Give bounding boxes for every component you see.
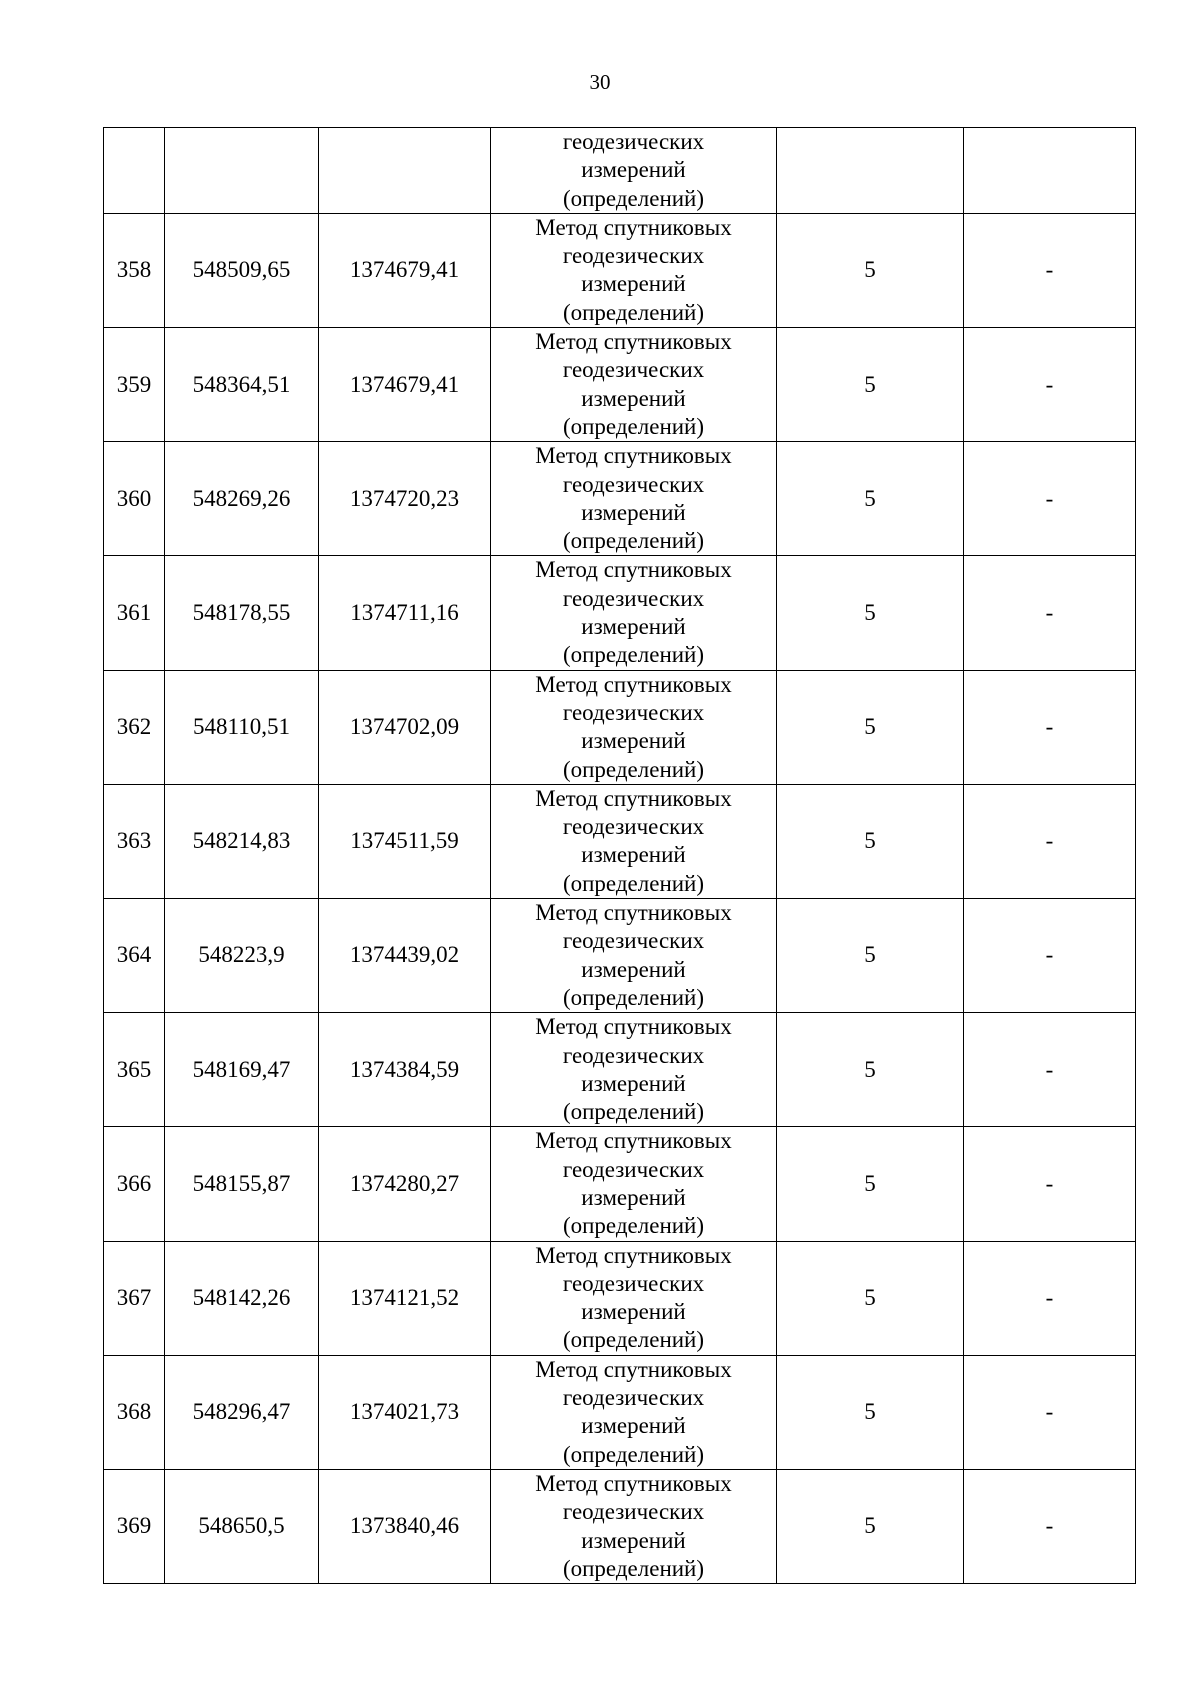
- method-line: (определений): [562, 299, 705, 325]
- method-line: (определений): [562, 756, 705, 782]
- cell-x: [165, 128, 319, 214]
- cell-x: 548169,47: [165, 1013, 319, 1127]
- method-line: геодезических: [562, 1499, 705, 1525]
- method-line: (определений): [562, 642, 705, 668]
- method-line: (определений): [562, 870, 705, 896]
- cell-x: 548509,65: [165, 213, 319, 327]
- table-row: [104, 556, 1136, 670]
- cell-extra: -: [964, 556, 1136, 670]
- cell-extra: -: [964, 1355, 1136, 1469]
- cell-y: 1374280,27: [319, 1127, 491, 1241]
- method-line: Метод спутниковых: [535, 1014, 732, 1040]
- method-line: (определений): [562, 1213, 705, 1239]
- cell-y: 1374679,41: [319, 213, 491, 327]
- method-line: измерений: [581, 956, 686, 982]
- cell-method: [491, 899, 777, 1013]
- cell-y: 1373840,46: [319, 1469, 491, 1583]
- method-line: Метод спутниковых: [535, 1128, 732, 1154]
- method-line: геодезических: [562, 357, 705, 383]
- cell-accuracy: 5: [777, 1355, 964, 1469]
- method-line: Метод спутниковых: [535, 1242, 732, 1268]
- cell-accuracy: 5: [777, 213, 964, 327]
- method-line: измерений: [581, 1527, 686, 1553]
- cell-num: 365: [104, 1013, 165, 1127]
- cell-extra: -: [964, 213, 1136, 327]
- cell-num: 366: [104, 1127, 165, 1241]
- cell-y: 1374711,16: [319, 556, 491, 670]
- cell-accuracy: 5: [777, 442, 964, 556]
- cell-method: [491, 784, 777, 898]
- method-line: (определений): [562, 528, 705, 554]
- method-line: Метод спутниковых: [535, 671, 732, 697]
- cell-accuracy: 5: [777, 670, 964, 784]
- method-line: Метод спутниковых: [535, 1356, 732, 1382]
- cell-num: 358: [104, 213, 165, 327]
- method-line: геодезических: [562, 928, 705, 954]
- cell-accuracy: 5: [777, 1241, 964, 1355]
- cell-x: 548364,51: [165, 328, 319, 442]
- method-line: Метод спутниковых: [535, 329, 732, 355]
- cell-extra: -: [964, 442, 1136, 556]
- method-line: измерений: [581, 1184, 686, 1210]
- table-body: [104, 128, 1136, 1584]
- cell-y: 1374384,59: [319, 1013, 491, 1127]
- method-line: (определений): [562, 984, 705, 1010]
- method-line: (определений): [562, 413, 705, 439]
- cell-accuracy: 5: [777, 899, 964, 1013]
- method-line: (определений): [562, 1099, 705, 1125]
- method-line: измерений: [581, 271, 686, 297]
- method-line: измерений: [581, 842, 686, 868]
- cell-num: 367: [104, 1241, 165, 1355]
- cell-accuracy: 5: [777, 1127, 964, 1241]
- cell-y: 1374121,52: [319, 1241, 491, 1355]
- cell-method: [491, 1469, 777, 1583]
- cell-extra: -: [964, 1127, 1136, 1241]
- cell-y: [319, 128, 491, 214]
- method-line: Метод спутниковых: [535, 443, 732, 469]
- coordinates-table: [103, 127, 1136, 1584]
- method-line: геодезических: [562, 699, 705, 725]
- method-line: геодезических: [562, 243, 705, 269]
- method-line: Метод спутниковых: [535, 900, 732, 926]
- table-row: [104, 1469, 1136, 1583]
- table-row: [104, 899, 1136, 1013]
- method-line: Метод спутниковых: [535, 785, 732, 811]
- table-row-continuation: [104, 128, 1136, 214]
- method-line: геодезических: [562, 814, 705, 840]
- cell-y: 1374679,41: [319, 328, 491, 442]
- method-line: (определений): [562, 1327, 705, 1353]
- cell-num: [104, 128, 165, 214]
- cell-extra: -: [964, 899, 1136, 1013]
- cell-x: 548214,83: [165, 784, 319, 898]
- method-line: измерений: [581, 1070, 686, 1096]
- method-line: геодезических: [562, 1042, 705, 1068]
- cell-method: [491, 213, 777, 327]
- cell-y: 1374439,02: [319, 899, 491, 1013]
- cell-accuracy: [777, 128, 964, 214]
- table-row: [104, 328, 1136, 442]
- method-line: Метод спутниковых: [535, 557, 732, 583]
- cell-x: 548269,26: [165, 442, 319, 556]
- cell-method: [491, 1241, 777, 1355]
- cell-accuracy: 5: [777, 328, 964, 442]
- method-line: Метод спутниковых: [535, 1470, 732, 1496]
- table-row: [104, 1127, 1136, 1241]
- method-line: измерений: [581, 728, 686, 754]
- cell-method: [491, 442, 777, 556]
- method-line: Метод спутниковых: [535, 214, 732, 240]
- cell-extra: -: [964, 1469, 1136, 1583]
- table-row: [104, 670, 1136, 784]
- method-line: геодезических: [562, 1156, 705, 1182]
- cell-method: [491, 670, 777, 784]
- cell-num: 368: [104, 1355, 165, 1469]
- cell-y: 1374511,59: [319, 784, 491, 898]
- cell-extra: -: [964, 670, 1136, 784]
- method-line: (определений): [562, 185, 705, 211]
- cell-num: 359: [104, 328, 165, 442]
- cell-method: [491, 328, 777, 442]
- cell-accuracy: 5: [777, 784, 964, 898]
- table-row: [104, 784, 1136, 898]
- cell-method: [491, 128, 777, 214]
- cell-num: 369: [104, 1469, 165, 1583]
- cell-extra: -: [964, 784, 1136, 898]
- table-row: [104, 1241, 1136, 1355]
- cell-num: 364: [104, 899, 165, 1013]
- cell-accuracy: 5: [777, 1469, 964, 1583]
- table-row: [104, 1013, 1136, 1127]
- cell-method: [491, 1355, 777, 1469]
- cell-x: 548296,47: [165, 1355, 319, 1469]
- cell-x: 548110,51: [165, 670, 319, 784]
- method-line: (определений): [562, 1555, 705, 1581]
- cell-method: [491, 556, 777, 670]
- method-line: геодезических: [562, 1270, 705, 1296]
- method-line: геодезических: [562, 471, 705, 497]
- cell-x: 548178,55: [165, 556, 319, 670]
- cell-x: 548650,5: [165, 1469, 319, 1583]
- cell-num: 362: [104, 670, 165, 784]
- method-line: геодезических: [562, 129, 705, 154]
- table-row: [104, 1355, 1136, 1469]
- method-line: измерений: [581, 614, 686, 640]
- method-line: измерений: [581, 499, 686, 525]
- cell-accuracy: 5: [777, 556, 964, 670]
- cell-extra: -: [964, 1241, 1136, 1355]
- method-line: геодезических: [562, 1385, 705, 1411]
- table-row: [104, 213, 1136, 327]
- table-row: [104, 442, 1136, 556]
- method-line: измерений: [581, 1413, 686, 1439]
- cell-extra: -: [964, 1013, 1136, 1127]
- method-line: измерений: [581, 157, 686, 183]
- cell-num: 361: [104, 556, 165, 670]
- cell-extra: -: [964, 328, 1136, 442]
- method-line: геодезических: [562, 585, 705, 611]
- method-line: измерений: [581, 1299, 686, 1325]
- cell-x: 548142,26: [165, 1241, 319, 1355]
- cell-accuracy: 5: [777, 1013, 964, 1127]
- cell-x: 548223,9: [165, 899, 319, 1013]
- page-number: 30: [589, 70, 611, 94]
- cell-method: [491, 1127, 777, 1241]
- cell-method: [491, 1013, 777, 1127]
- cell-y: 1374021,73: [319, 1355, 491, 1469]
- method-line: (определений): [562, 1441, 705, 1467]
- method-line: измерений: [581, 385, 686, 411]
- cell-num: 363: [104, 784, 165, 898]
- cell-y: 1374702,09: [319, 670, 491, 784]
- cell-extra: [964, 128, 1136, 214]
- cell-num: 360: [104, 442, 165, 556]
- cell-y: 1374720,23: [319, 442, 491, 556]
- cell-x: 548155,87: [165, 1127, 319, 1241]
